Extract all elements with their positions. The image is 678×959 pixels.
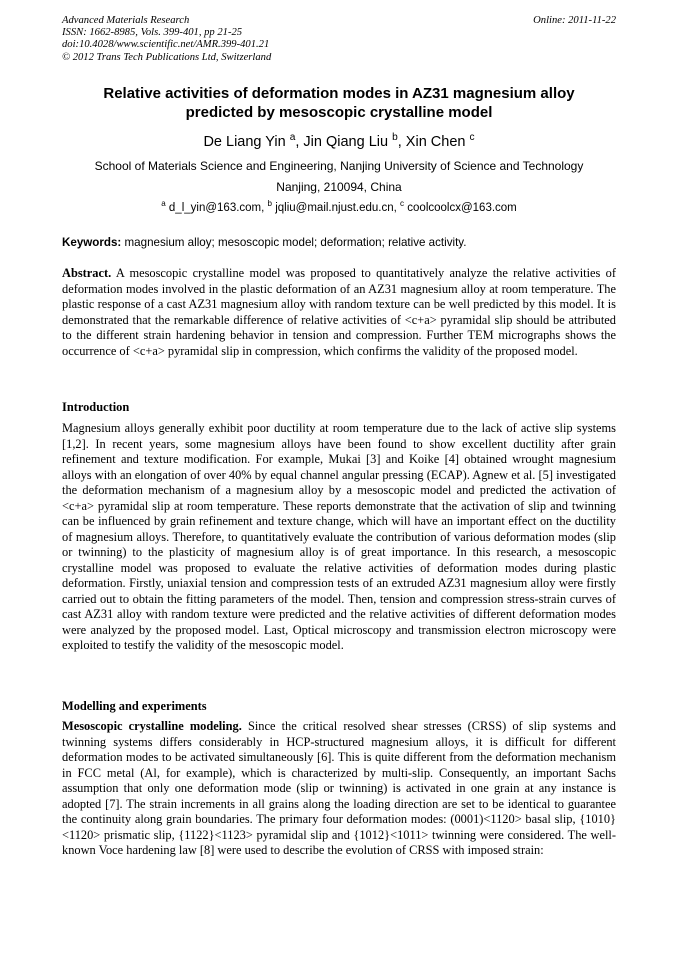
abstract-label: Abstract. [62, 266, 112, 280]
author-name: Xin Chen [405, 134, 466, 150]
email-mark: c [400, 199, 405, 209]
journal-name: Advanced Materials Research [62, 15, 190, 26]
introduction-heading: Introduction [62, 400, 130, 414]
email-mark: a [161, 199, 166, 209]
email-address: d_l_yin@163.com [168, 202, 262, 214]
author-mark: a [289, 132, 296, 144]
modeling-label: Mesoscopic crystalline modeling. [62, 719, 242, 733]
author-emails: $^a$ d_l_yin@163.com, $^b$ jqliu@mail.njust.edu.cn, $^c$ coolcoolcx@163.com [161, 199, 517, 214]
affiliation-line-2: Nanjing, 210094, China [276, 180, 402, 194]
abstract-paragraph [62, 266, 616, 359]
abstract-text: A mesoscopic crystalline model was proposed to quantitatively analyze the relative activities of deformation modes involved in the plastic deformation of an AZ31 magnesium alloy at room temperature. The plastic response of a cast AZ31 magnesium alloy with random texture can be well predicted by this model. It is demonstrated that the remarkable difference of relative activities of <c+a> pyramidal slip should be attributed to the different strain hardening behavior in tension and compression. Further TEM micrographs shows the occurrence of <c+a> pyramidal slip in compression, which confirms the validity of the proposed model. [62, 266, 616, 358]
author-mark: b [392, 132, 398, 144]
affiliation-line-1: School of Materials Science and Engineering, Nanjing University of Science and Technology [94, 159, 584, 173]
modelling-heading: Modelling and experiments [62, 699, 207, 713]
journal-doi: doi:10.4028/www.scientific.net/AMR.399-401.21 [62, 39, 270, 51]
keywords-label: Keywords: [62, 236, 122, 249]
journal-issn: ISSN: 1662-8985, Vols. 399-401, pp 21-25 [62, 27, 243, 39]
email-address: jqliu@mail.njust.edu.cn [275, 202, 394, 214]
modeling-text: Since the critical resolved shear stresses (CRSS) of slip systems and twinning systems differs considerably in HCP-structured magnesium alloys, it is difficult for different deformation modes to be activated simultaneously [6]. This is quite different from the deformation mechanism in FCC metal (Al, for example), which is characterized by multi-slip. Consequently, an important Sachs assumption that only one deformation mode (slip or twinning) is activated in one grain at any instance is adopted [7]. The strain increments in all grains along the loading direction are set to be identical to guarantee the continuity along grain boundaries. The primary four deformation modes: (0001)<1120> basal slip, {1010}<1120> prismatic slip, {1122}<1123> pyramidal slip and {1012}<1011> twinning were considered. The well-known Voce hardening law [8] were used to describe the evolution of CRSS with imposed strain: [62, 719, 617, 857]
author-mark: c [469, 132, 475, 144]
email-address: coolcoolcx@163.com [407, 202, 517, 214]
author-list: De Liang Yin $^a$, Jin Qiang Liu $^b$, Xin Chen $^c$ [203, 132, 475, 150]
title-line-2: predicted by mesoscopic crystalline model [185, 104, 493, 121]
author-name: Jin Qiang Liu [303, 134, 389, 150]
paper-title [62, 84, 616, 122]
email-mark: b [267, 199, 273, 209]
journal-copyright: © 2012 Trans Tech Publications Ltd, Switzerland [62, 51, 272, 63]
journal-header [62, 15, 616, 64]
author-name: De Liang Yin [203, 134, 286, 150]
modeling-paragraph [62, 719, 616, 859]
introduction-paragraph: Magnesium alloys generally exhibit poor ductility at room temperature due to the lack of active slip systems [1,2]. In recent years, some magnesium alloys have been found to show excellent ductility after grain refinement and texture modification. For example, Mukai [3] and Koike [4] obtained wrought magnesium alloys with an elongation of over 40% by equal channel angular pressing (ECAP). Agnew et al. [5] investigated the deformation mechanism of a magnesium alloy by a mesoscopic model and predicted the activation of <c+a> pyramidal slip at room temperature. These reports demonstrate that the activation of slip and twinning can be influenced by grain refinement and texture change, which will have an important effect on the ductility of magnesium alloys. Therefore, to quantitatively evaluate the contribution of various deformation modes (slip or twinning) to the plasticity of magnesium alloy is of great importance. In this research, a mesoscopic crystalline model was proposed to evaluate the relative activities of deformation modes during plastic deformation. Firstly, uniaxial tension and compression tests of an extruded AZ31 magnesium alloy were firstly carried out to obtain the fitting parameters of the model. Then, tension and compression stress-strain curves of cast AZ31 alloy with random texture were predicted and the relative activities of different deformation modes were analyzed by the proposed model. Last, Optical microscopy and transmission electron microscopy were exploited to testify the validity of the mesoscopic model. [62, 421, 616, 652]
online-date: Online: 2011-11-22 [533, 15, 616, 26]
keywords [62, 236, 616, 250]
title-line-1: Relative activities of deformation modes in AZ31 magnesium alloy [103, 85, 575, 102]
keywords-text: magnesium alloy; mesoscopic model; deformation; relative activity. [124, 236, 467, 249]
